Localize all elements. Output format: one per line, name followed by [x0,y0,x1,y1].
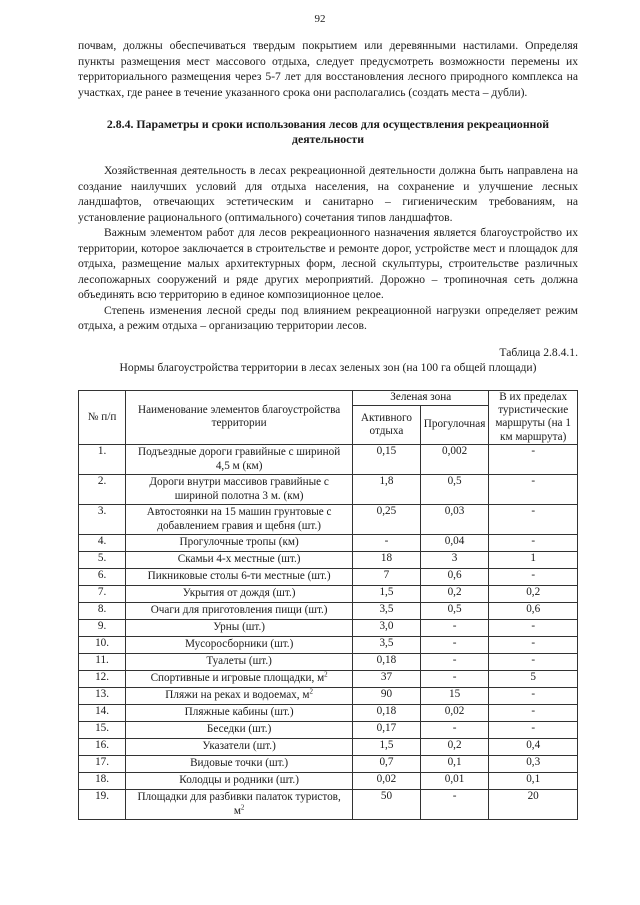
cell-name [126,722,353,739]
cell-routes: 20 [489,790,578,820]
cell-name [126,756,353,773]
table-row [79,535,578,552]
cell-name [126,552,353,569]
cell-routes: 5 [489,671,578,688]
table-row [79,705,578,722]
cell-walking: - [420,637,489,654]
cell-num: 5. [79,552,126,569]
cell-walking: - [420,671,489,688]
cell-name-text: Пляжные кабины (шт.) [184,706,294,719]
cell-name [126,688,353,705]
cell-name-text: Прогулочные тропы (км) [179,536,299,549]
cell-routes: - [489,535,578,552]
cell-name [126,773,353,790]
cell-active: 0,15 [353,445,421,475]
table-row [79,505,578,535]
cell-routes: 1 [489,552,578,569]
table-row [79,756,578,773]
cell-active: 3,5 [353,603,421,620]
cell-routes: - [489,722,578,739]
table-row [79,722,578,739]
cell-walking: - [420,722,489,739]
table-row [79,637,578,654]
cell-active: 1,8 [353,475,421,505]
table-body [79,445,578,820]
header-num: № п/п [79,390,126,445]
table-row [79,671,578,688]
cell-name [126,739,353,756]
cell-num: 19. [79,790,126,820]
cell-num: 14. [79,705,126,722]
cell-walking: 0,1 [420,756,489,773]
section-heading: 2.8.4. Параметры и сроки использования лесов для осуществления рекреационной деятельности [106,117,550,146]
table-row [79,475,578,505]
cell-routes: - [489,637,578,654]
cell-name [126,654,353,671]
cell-num: 17. [79,756,126,773]
table-row [79,569,578,586]
cell-active: 1,5 [353,739,421,756]
cell-walking: 0,04 [420,535,489,552]
cell-active: 50 [353,790,421,820]
table-row [79,603,578,620]
cell-num: 3. [79,505,126,535]
cell-walking: 0,03 [420,505,489,535]
cell-name-text: Скамьи 4-х местные (шт.) [177,553,301,566]
cell-active: 37 [353,671,421,688]
table-row [79,688,578,705]
cell-active: 0,17 [353,722,421,739]
cell-name-text: Беседки (шт.) [206,723,272,736]
cell-name-text: Укрытия от дождя (шт.) [182,587,296,600]
cell-name-text: Дороги внутри массивов гравийные с шириной полотна 3 м. (км) [149,476,329,502]
norms-table [78,390,578,821]
page-number: 92 [314,13,326,25]
cell-name-text: Мусоросборники (шт.) [184,638,294,651]
cell-name [126,603,353,620]
cell-name [126,475,353,505]
cell-walking: 0,2 [420,586,489,603]
table-row [79,739,578,756]
cell-num: 12. [79,671,126,688]
cell-walking: 15 [420,688,489,705]
cell-name [126,505,353,535]
page-content [78,38,578,820]
header-active: Активного отдыха [353,406,421,445]
cell-name [126,620,353,637]
table-row [79,620,578,637]
cell-active: 0,18 [353,654,421,671]
cell-walking: 0,01 [420,773,489,790]
cell-num: 16. [79,739,126,756]
table-row [79,445,578,475]
cell-routes: 0,3 [489,756,578,773]
cell-active: 1,5 [353,586,421,603]
cell-active: 3,5 [353,637,421,654]
cell-walking: 0,5 [420,603,489,620]
cell-active: 0,18 [353,705,421,722]
paragraph-1: Хозяйственная деятельность в лесах рекреационной деятельности должна быть направлена на создание наилучших условий для отдыха населения, на сохранение и улучшение лесных ландшафтов, отвечающих эстетическим и санитарно – гигиеническим требованиям, на установление рационального (оптимального) сочетания типов ландшафтов. [78,164,578,224]
cell-walking: 0,2 [420,739,489,756]
cell-num: 2. [79,475,126,505]
cell-routes: - [489,445,578,475]
table-label: Таблица 2.8.4.1. [499,345,578,359]
cell-active: 3,0 [353,620,421,637]
cell-name-text: Туалеты (шт.) [206,655,272,668]
cell-walking: 0,5 [420,475,489,505]
cell-name-text: Подъездные дороги гравийные с шириной 4,5 м (км) [138,446,341,472]
cell-num: 8. [79,603,126,620]
unit-superscript: 2 [324,670,328,679]
cell-name [126,569,353,586]
cell-routes: - [489,505,578,535]
cell-active: 0,7 [353,756,421,773]
paragraph-3: Степень изменения лесной среды под влиянием рекреационной нагрузки определяет режим отдыха, а режим отдыха – организацию территории лесов. [78,303,578,332]
cell-name-text: Пикниковые столы 6-ти местные (шт.) [147,570,331,583]
cell-walking: 3 [420,552,489,569]
cell-name-text: Площадки для разбивки палаток туристов, м [137,791,341,817]
header-name: Наименование элементов благоустройства территории [126,390,353,445]
cell-name-text: Очаги для приготовления пищи (шт.) [150,604,328,617]
cell-walking: 0,002 [420,445,489,475]
cell-routes: - [489,688,578,705]
cell-routes: 0,6 [489,603,578,620]
cell-num: 10. [79,637,126,654]
cell-name [126,790,353,820]
table-row [79,654,578,671]
cell-active: 90 [353,688,421,705]
cell-walking: - [420,620,489,637]
cell-num: 11. [79,654,126,671]
cell-num: 9. [79,620,126,637]
cell-name [126,535,353,552]
cell-walking: 0,6 [420,569,489,586]
cell-num: 13. [79,688,126,705]
header-walking: Прогулочная [420,406,489,445]
table-row [79,552,578,569]
table-title: Нормы благоустройства территории в лесах зеленых зон (на 100 га общей площади) [119,361,537,374]
cell-walking: 0,02 [420,705,489,722]
cell-name [126,637,353,654]
cell-active: 7 [353,569,421,586]
cell-walking: - [420,654,489,671]
table-row [79,773,578,790]
cell-active: - [353,535,421,552]
cell-active: 18 [353,552,421,569]
cell-num: 4. [79,535,126,552]
unit-superscript: 2 [309,687,313,696]
cell-name [126,445,353,475]
cell-routes: - [489,654,578,671]
unit-superscript: 2 [240,802,245,811]
cell-name [126,586,353,603]
paragraph-2: Важным элементом работ для лесов рекреационного назначения является благоустройство их территории, которое заключается в строительстве и ремонте дорог, устройстве мест и площадок для отдыха, размещение малых архитектурных форм, лесной скульптуры, строительстве различных лесопожарных сооружений и ряде других мероприятий. Дорожно – тропиночная сеть должна объединять всю территорию в единое композиционное целое. [78,226,578,301]
cell-routes: 0,1 [489,773,578,790]
cell-name-text: Автостоянки на 15 машин грунтовые с добавлением гравия и щебня (шт.) [146,506,332,532]
cell-routes: - [489,705,578,722]
table-header-row [79,390,578,406]
body-text [78,163,578,334]
cell-num: 7. [79,586,126,603]
cell-name-text: Урны (шт.) [213,621,265,634]
cell-walking: - [420,790,489,820]
cell-name-text: Колодцы и родники (шт.) [179,774,299,787]
cell-num: 1. [79,445,126,475]
table-row [79,790,578,820]
cell-name-text: Пляжи на реках и водоемах, м [165,689,310,702]
intro-paragraph: почвам, должны обеспечиваться твердым покрытием или деревянными настилами. Определяя пункты размещения мест массового отдыха, следует предусмотреть возможности перемены их территориального размещения через 5-7 лет для восстановления лесного природного комплекса на участках, где ранее в течение указанного срока они располагались (создать места – дубли). [78,39,578,99]
cell-name-text: Указатели (шт.) [202,740,276,753]
cell-name-text: Видовые точки (шт.) [190,757,289,770]
cell-routes: - [489,569,578,586]
header-green-zone: Зеленая зона [353,390,489,406]
cell-active: 0,02 [353,773,421,790]
cell-routes: - [489,620,578,637]
cell-num: 6. [79,569,126,586]
cell-num: 18. [79,773,126,790]
cell-routes: 0,4 [489,739,578,756]
table-row [79,586,578,603]
cell-active: 0,25 [353,505,421,535]
cell-name-text: Спортивные и игровые площадки, м [150,672,325,685]
cell-num: 15. [79,722,126,739]
cell-routes: 0,2 [489,586,578,603]
cell-name [126,705,353,722]
header-routes: В их пределах туристические маршруты (на 1 км маршрута) [489,390,578,445]
cell-name [126,671,353,688]
cell-routes: - [489,475,578,505]
